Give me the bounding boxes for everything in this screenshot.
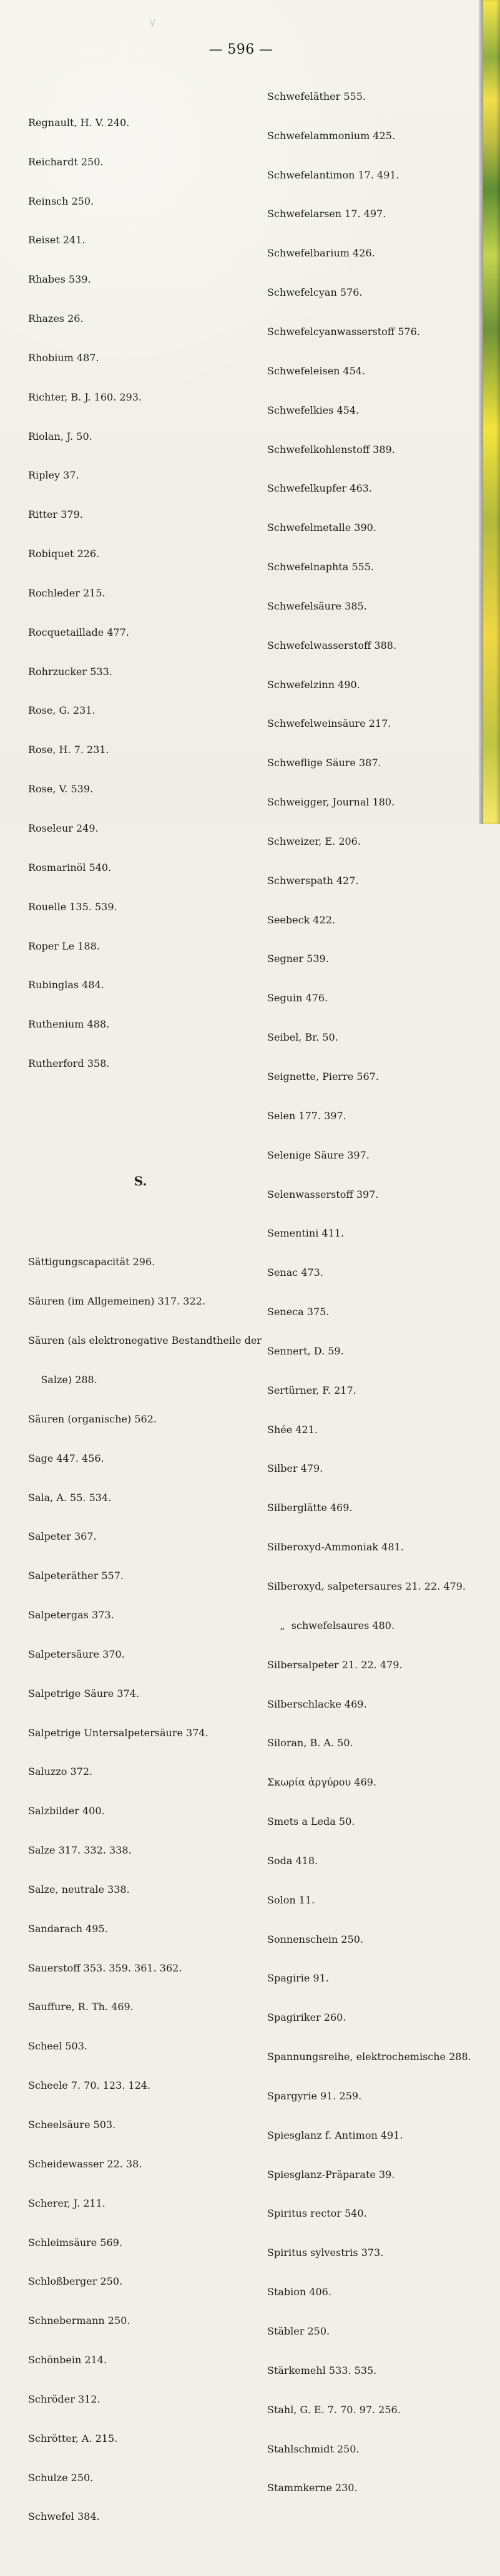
left-entry-9: Riolan, J. 50. <box>28 430 92 442</box>
left-s-entry-19: Sauerstoff 353. 359. 361. 362. <box>28 1961 182 1974</box>
left-entry-14: Rocquetaillade 477. <box>28 626 129 638</box>
right-entry-47: Solon 11. <box>267 1893 315 1906</box>
right-entry-50: Spagiriker 260. <box>267 2011 346 2024</box>
right-entry-5: Schwefelbarium 426. <box>267 247 375 260</box>
right-entry-54: Spiesglanz-Präparate 39. <box>267 2168 395 2180</box>
left-entry-5: Rhabes 539. <box>28 273 91 286</box>
right-entry-57: Stabion 406. <box>267 2286 331 2298</box>
left-s-entry-24: Scheidewasser 22. 38. <box>28 2157 142 2170</box>
right-entry-32: Seneca 375. <box>267 1306 330 1318</box>
left-entry-20: Rosmarinöl 540. <box>28 861 112 873</box>
left-entry-16: Rose, G. 231. <box>28 704 96 717</box>
left-entry-10: Ripley 37. <box>28 469 79 482</box>
left-entry-17: Rose, H. 7. 231. <box>28 744 109 756</box>
right-entry-42: Silberschlacke 469. <box>267 1698 367 1710</box>
left-s-entry-18: Sandarach 495. <box>28 1922 108 1935</box>
right-entry-17: Schwefelweinsäure 217. <box>267 717 391 730</box>
left-s-entry-27: Schloßberger 250. <box>28 2275 123 2288</box>
right-entry-14: Schwefelsäure 385. <box>267 600 367 612</box>
right-entry-33: Sennert, D. 59. <box>267 1344 344 1357</box>
left-entry-23: Rubinglas 484. <box>28 979 104 991</box>
left-entry-11: Ritter 379. <box>28 508 83 521</box>
right-entry-52: Spargyrie 91. 259. <box>267 2089 362 2102</box>
right-entry-3: Schwefelantimon 17. 491. <box>267 168 400 181</box>
left-entry-25: Rutherford 358. <box>28 1057 110 1070</box>
right-entry-29: Selenwasserstoff 397. <box>267 1188 379 1200</box>
left-entries-before-section <box>28 90 262 1097</box>
right-entry-23: Segner 539. <box>267 953 329 965</box>
left-entry-1: Regnault, H. V. 240. <box>28 116 130 129</box>
left-s-entry-8: Salpeter 367. <box>28 1530 97 1543</box>
right-entry-21: Schwerspath 427. <box>267 874 359 887</box>
left-s-entry-23: Scheelsäure 503. <box>28 2119 116 2131</box>
right-entry-31: Senac 473. <box>267 1266 323 1279</box>
right-entry-22: Seebeck 422. <box>267 913 335 926</box>
page-number: — 596 — <box>208 42 273 57</box>
left-entry-4: Reiset 241. <box>28 234 86 246</box>
right-entry-48: Sonnenschein 250. <box>267 1933 364 1945</box>
section-heading-s: S. <box>134 1173 147 1188</box>
right-index-column <box>267 64 491 2521</box>
right-entry-4: Schwefelarsen 17. 497. <box>267 208 386 220</box>
left-entry-21: Rouelle 135. 539. <box>28 900 117 913</box>
left-entry-24: Ruthenium 488. <box>28 1018 110 1031</box>
scan-edge <box>483 0 500 824</box>
right-entry-37: Silberglätte 469. <box>267 1502 353 1514</box>
right-entry-49: Spagirie 91. <box>267 1972 329 1985</box>
left-entries-after-section <box>28 1230 262 2550</box>
right-entry-43: Siloran, B. A. 50. <box>267 1737 353 1749</box>
right-entry-45: Smets a Leda 50. <box>267 1815 355 1828</box>
right-entry-62: Stammkerne 230. <box>267 2482 358 2494</box>
right-entry-41: Silbersalpeter 21. 22. 479. <box>267 1658 403 1671</box>
left-s-entry-22: Scheele 7. 70. 123. 124. <box>28 2079 151 2092</box>
left-s-entry-11: Salpetersäure 370. <box>28 1648 125 1660</box>
right-entry-27: Selen 177. 397. <box>267 1109 346 1122</box>
left-s-entry-26: Schleimsäure 569. <box>28 2236 122 2248</box>
left-entry-6: Rhazes 26. <box>28 313 84 325</box>
left-s-entry-7: Sala, A. 55. 534. <box>28 1491 112 1504</box>
right-entry-6: Schwefelcyan 576. <box>267 286 363 299</box>
right-entry-28: Selenige Säure 397. <box>267 1149 370 1161</box>
left-entry-19: Roseleur 249. <box>28 822 99 834</box>
left-entry-7: Rhobium 487. <box>28 351 99 364</box>
left-entry-13: Rochleder 215. <box>28 586 105 599</box>
right-entry-44: Σκωρία ἀργύρου 469. <box>267 1776 376 1789</box>
right-entry-13: Schwefelnaphta 555. <box>267 561 374 573</box>
left-s-entry-4: Salze) 288. <box>28 1373 97 1386</box>
left-entry-8: Richter, B. J. 160. 293. <box>28 391 142 403</box>
left-s-entry-33: Schwefel 384. <box>28 2510 100 2523</box>
right-entry-59: Stärkemehl 533. 535. <box>267 2364 377 2376</box>
left-s-entry-30: Schröder 312. <box>28 2393 100 2405</box>
right-entry-10: Schwefelkohlenstoff 389. <box>267 443 395 455</box>
left-s-entry-16: Salze 317. 332. 338. <box>28 1844 132 1857</box>
left-s-entry-15: Salzbilder 400. <box>28 1805 105 1817</box>
right-entry-36: Silber 479. <box>267 1462 323 1475</box>
right-entry-18: Schweflige Säure 387. <box>267 757 381 769</box>
left-entry-15: Rohrzucker 533. <box>28 665 112 678</box>
right-entry-8: Schwefeleisen 454. <box>267 364 366 377</box>
right-entry-39: Silberoxyd, salpetersaures 21. 22. 479. <box>267 1580 466 1592</box>
right-entry-60: Stahl, G. E. 7. 70. 97. 256. <box>267 2403 401 2416</box>
right-entry-16: Schwefelzinn 490. <box>267 678 360 691</box>
left-s-entry-6: Sage 447. 456. <box>28 1452 104 1464</box>
right-entry-15: Schwefelwasserstoff 388. <box>267 639 397 651</box>
left-s-entry-20: Sauffure, R. Th. 469. <box>28 2001 134 2013</box>
left-s-entry-12: Salpetrige Säure 374. <box>28 1687 139 1699</box>
right-entry-25: Seibel, Br. 50. <box>267 1031 338 1044</box>
left-s-entry-17: Salze, neutrale 338. <box>28 1883 130 1895</box>
left-s-entry-32: Schulze 250. <box>28 2471 94 2484</box>
left-s-entry-29: Schönbein 214. <box>28 2354 107 2366</box>
left-s-entry-31: Schrötter, A. 215. <box>28 2432 118 2444</box>
section-gap <box>28 1136 262 1142</box>
left-entry-3: Reinsch 250. <box>28 195 94 207</box>
scan-mark <box>150 19 155 27</box>
left-entry-2: Reichardt 250. <box>28 155 104 168</box>
right-entry-55: Spiritus rector 540. <box>267 2207 367 2220</box>
right-entry-7: Schwefelcyanwasserstoff 576. <box>267 325 420 338</box>
left-s-entry-2: Säuren (im Allgemeinen) 317. 322. <box>28 1295 205 1308</box>
left-s-entry-1: Sättigungscapacität 296. <box>28 1256 155 1268</box>
right-entry-53: Spiesglanz f. Antimon 491. <box>267 2129 403 2141</box>
right-entry-35: Shée 421. <box>267 1423 318 1436</box>
left-s-entry-10: Salpetergas 373. <box>28 1609 114 1621</box>
left-s-entry-28: Schnebermann 250. <box>28 2315 130 2327</box>
left-entry-22: Roper Le 188. <box>28 940 100 952</box>
right-entry-2: Schwefelammonium 425. <box>267 129 396 142</box>
right-entry-1: Schwefeläther 555. <box>267 90 366 102</box>
right-entry-58: Stäbler 250. <box>267 2325 330 2337</box>
right-entry-46: Soda 418. <box>267 1854 318 1867</box>
right-entry-12: Schwefelmetalle 390. <box>267 522 376 534</box>
right-entry-56: Spiritus sylvestris 373. <box>267 2247 384 2259</box>
left-entry-12: Robiquet 226. <box>28 548 100 560</box>
left-s-entry-14: Saluzzo 372. <box>28 1766 93 1778</box>
right-entry-26: Seignette, Pierre 567. <box>267 1071 379 1082</box>
right-entry-30: Sementini 411. <box>267 1227 345 1240</box>
right-entry-9: Schwefelkies 454. <box>267 404 360 416</box>
right-entry-40: „ schwefelsaures 480. <box>267 1619 395 1631</box>
left-s-entry-21: Scheel 503. <box>28 2040 87 2053</box>
left-s-entry-13: Salpetrige Untersalpetersäure 374. <box>28 1726 208 1739</box>
left-s-entry-9: Salpeteräther 557. <box>28 1570 124 1582</box>
right-entry-11: Schwefelkupfer 463. <box>267 482 372 495</box>
left-s-entry-5: Säuren (organische) 562. <box>28 1412 157 1425</box>
left-s-entry-25: Scherer, J. 211. <box>28 2197 105 2209</box>
left-index-column <box>28 64 262 2576</box>
left-s-entry-3: Säuren (als elektronegative Bestandtheile der <box>28 1334 262 1347</box>
right-entry-61: Stahlschmidt 250. <box>267 2442 360 2455</box>
right-entry-34: Sertürner, F. 217. <box>267 1384 356 1396</box>
right-entry-38: Silberoxyd-Ammoniak 481. <box>267 1541 404 1553</box>
right-entry-24: Seguin 476. <box>267 992 328 1004</box>
right-entry-20: Schweizer, E. 206. <box>267 835 361 847</box>
left-entry-18: Rose, V. 539. <box>28 783 94 795</box>
right-entry-51: Spannungsreihe, elektrochemische 288. <box>267 2051 471 2063</box>
right-entry-19: Schweigger, Journal 180. <box>267 796 395 809</box>
